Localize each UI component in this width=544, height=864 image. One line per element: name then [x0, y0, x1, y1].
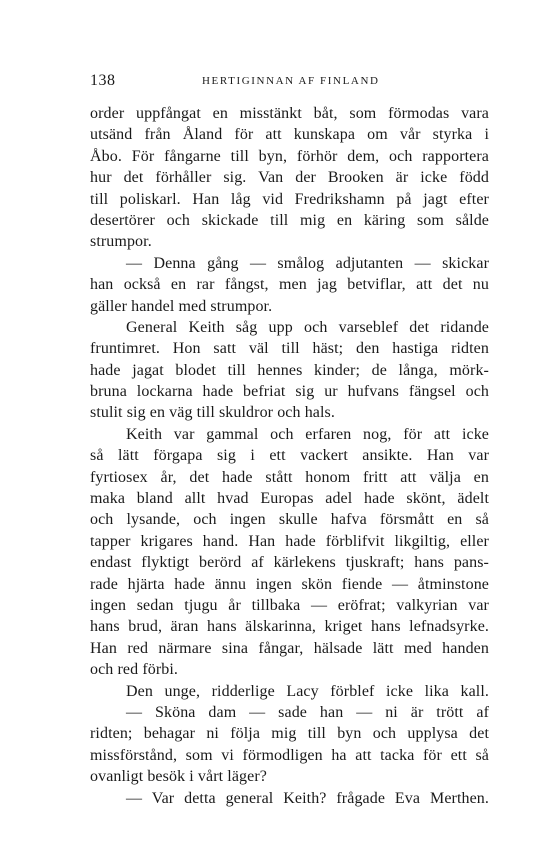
text-line: ovanligt besök i vårt läger? — [90, 768, 267, 786]
text-line: och lysande, och ingen skulle hafva försmått en så — [90, 511, 489, 529]
text-line: Keith var gammal och erfaren nog, för att icke — [126, 425, 489, 443]
text-line: strumpor. — [90, 233, 152, 251]
text-line: — Sköna dam — sade han — ni är trött af — [126, 703, 489, 721]
text-line: bruna lockarna hade befriat sig ur hufvans fängsel och — [90, 383, 489, 401]
text-line: tapper krigares hand. Han hade förblifvit likgiltig, eller — [90, 532, 489, 550]
text-line: fyrtiosex år, det hade stått honom fritt att välja en — [90, 468, 489, 486]
text-line: hur det förhåller sig. Van der Brooken är icke född — [90, 169, 489, 187]
text-line: hans brud, äran hans älskarinna, kriget hans lefnadsyrke. — [90, 618, 489, 636]
text-line: han också en rar fångst, men jag betviflar, att det nu — [90, 276, 489, 294]
text-line: rade hjärta hade ännu ingen skön fiende — åtminstone — [90, 575, 489, 593]
text-line: stulit sig en väg till skuldror och hals. — [90, 404, 335, 422]
text-line: så lätt förgapa sig i ett vackert ansikte. Han var — [90, 447, 489, 465]
text-line: ingen sedan tjugu år tillbaka — eröfrat; valkyrian var — [90, 596, 489, 614]
text-line: — Denna gång — smålog adjutanten — skickar — [126, 254, 489, 272]
text-line: endast flyktigt berörd af kärlekens tjuskraft; hans pans- — [90, 554, 489, 572]
text-line: fruntimret. Hon satt väl till häst; den hastiga ridten — [90, 340, 489, 358]
text-line: och red förbi. — [90, 661, 179, 679]
text-line: Han red närmare sina fångar, hälsade lätt med handen — [90, 639, 489, 657]
text-line: order uppfångat en misstänkt båt, som förmodas vara — [90, 105, 489, 122]
text-line: utsänd från Åland för att kunskapa om vår styrka i — [90, 126, 489, 144]
text-line: ridten; behagar ni följa mig till byn och upplysa det — [90, 725, 489, 743]
text-line: till poliskarl. Han låg vid Fredrikshamn på jagt efter — [90, 190, 489, 208]
text-line: missförstånd, som vi förmodligen ha att tacka för ett så — [90, 746, 489, 764]
text-line: hade jagat blodet till hennes kinder; de långa, mörk- — [90, 361, 489, 379]
text-line: — Var detta general Keith? frågade Eva Merthen. — [126, 789, 489, 807]
text-line: Den unge, ridderlige Lacy förblef icke lika kall. — [126, 682, 489, 700]
text-line: Åbo. För fångarne till byn, förhör dem, och rapportera — [90, 147, 489, 165]
text-line: maka bland allt hvad Europas adel hade skönt, ädelt — [90, 490, 489, 508]
text-line: desertörer och skickade till mig en käring som sålde — [90, 211, 489, 229]
page-number: 138 — [90, 72, 116, 89]
running-head — [90, 72, 490, 92]
text-line: General Keith såg upp och varseblef det ridande — [126, 318, 489, 336]
body-text — [90, 103, 489, 809]
text-line: gäller handel med strumpor. — [90, 297, 273, 315]
running-title: HERTIGINNAN AF FINLAND — [202, 75, 380, 87]
